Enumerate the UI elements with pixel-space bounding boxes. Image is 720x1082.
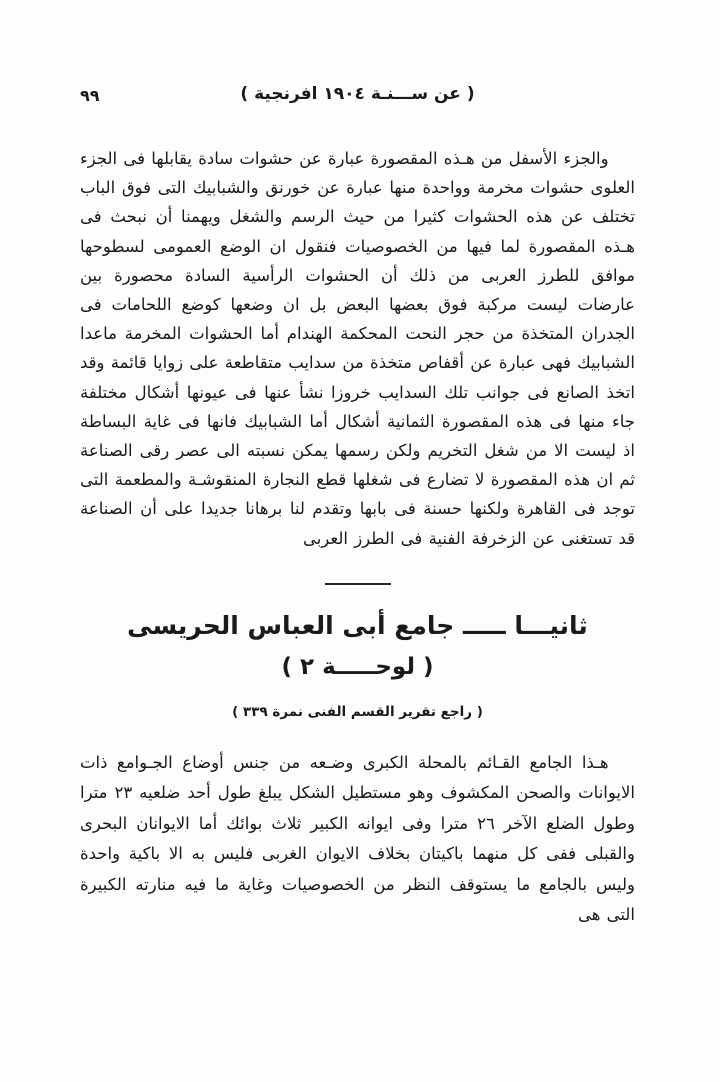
second-paragraph: هـذا الجامع القـائم بالمحلة الكبرى وضـعه من جنس أوضاع الجـوامع ذات الايوانات والصحن المكشوف وهو مستطيل الشكل يبلغ طول أحد ضلعيه ٢٣ مترا وطول الضلع الآخر ٢٦ مترا وفى ايوانه الكبير ثلاث بوائك أما الايوانان البحرى والقبلى ففى كل منهما باكيتان بخلاف الايوان الغربى فليس به الا باكية واحدة وليس بالجامع ما يستوقف النظر من الخصوصيات وغاية ما فيه منارته الكبيرة التى هى [80, 752, 635, 925]
page-header [80, 80, 635, 116]
section-heading: ثانيـــا ـــــ جامع أبى العباس الحريسى [127, 610, 588, 640]
plate-heading: ( لوحـــــة ٢ ) [281, 653, 434, 680]
page-number: ٩٩ [80, 86, 100, 105]
page-content [80, 80, 635, 931]
main-paragraph: والجزء الأسفل من هـذه المقصورة عبارة عن حشوات سادة يقابلها فى الجزء العلوى حشوات مخرمة وواحدة منها عبارة عن خورنق والشبابيك التى فوق الباب تختلف عن هذه الحشوات كثيرا من حيث الرسم والشغل ويهمنا أن نبحث فى هـذه المقصورة لما فيها من الخصوصيات فنقول ان الوضع العمومى لسطوحها موافق للطرز العربى من ذلك أن الحشوات الرأسية السادة محصورة بين عارضات ليست مركبة فوق بعضها البعض بل ان وضعها كوضع اللحامات فى الجدران المتخذة من حجر النحت المحكمة الهندام أما الحشوات المخرمة ماعدا الشبابيك فهى عبارة عن أقفاص متخذة من سدايب متقاطعة على زوايا قائمة وقد اتخذ الصانع فى جوانب تلك السدايب خروزا نشأ عنها فى عيونها أشكال مختلفة جاء منها فى هذه المقصورة الثمانية أشكال أما الشبابيك فانها فى غاية البساطة اذ ليست الا من شغل التخريم ولكن رسمها يمكن نسبته الى عصر رقى الصناعة ثم ان هذه المقصورة لا تضارع فى شغلها قطع النجارة المنقوشـة والمطعمة التى توجد فى القاهرة ولكنها حسنة فى بابها وتقدم لنا برهانا جديدا على أن الصناعة قد تستغنى عن الزخرفة الفنية فى الطرز العربى [80, 149, 635, 548]
running-header: ( عن ســـنـة ١٩٠٤ افرنجية ) [240, 84, 475, 104]
reference-note: ( راجع تقرير القسم الفنى نمرة ٣٣٩ ) [232, 703, 483, 720]
section-divider [325, 583, 391, 585]
